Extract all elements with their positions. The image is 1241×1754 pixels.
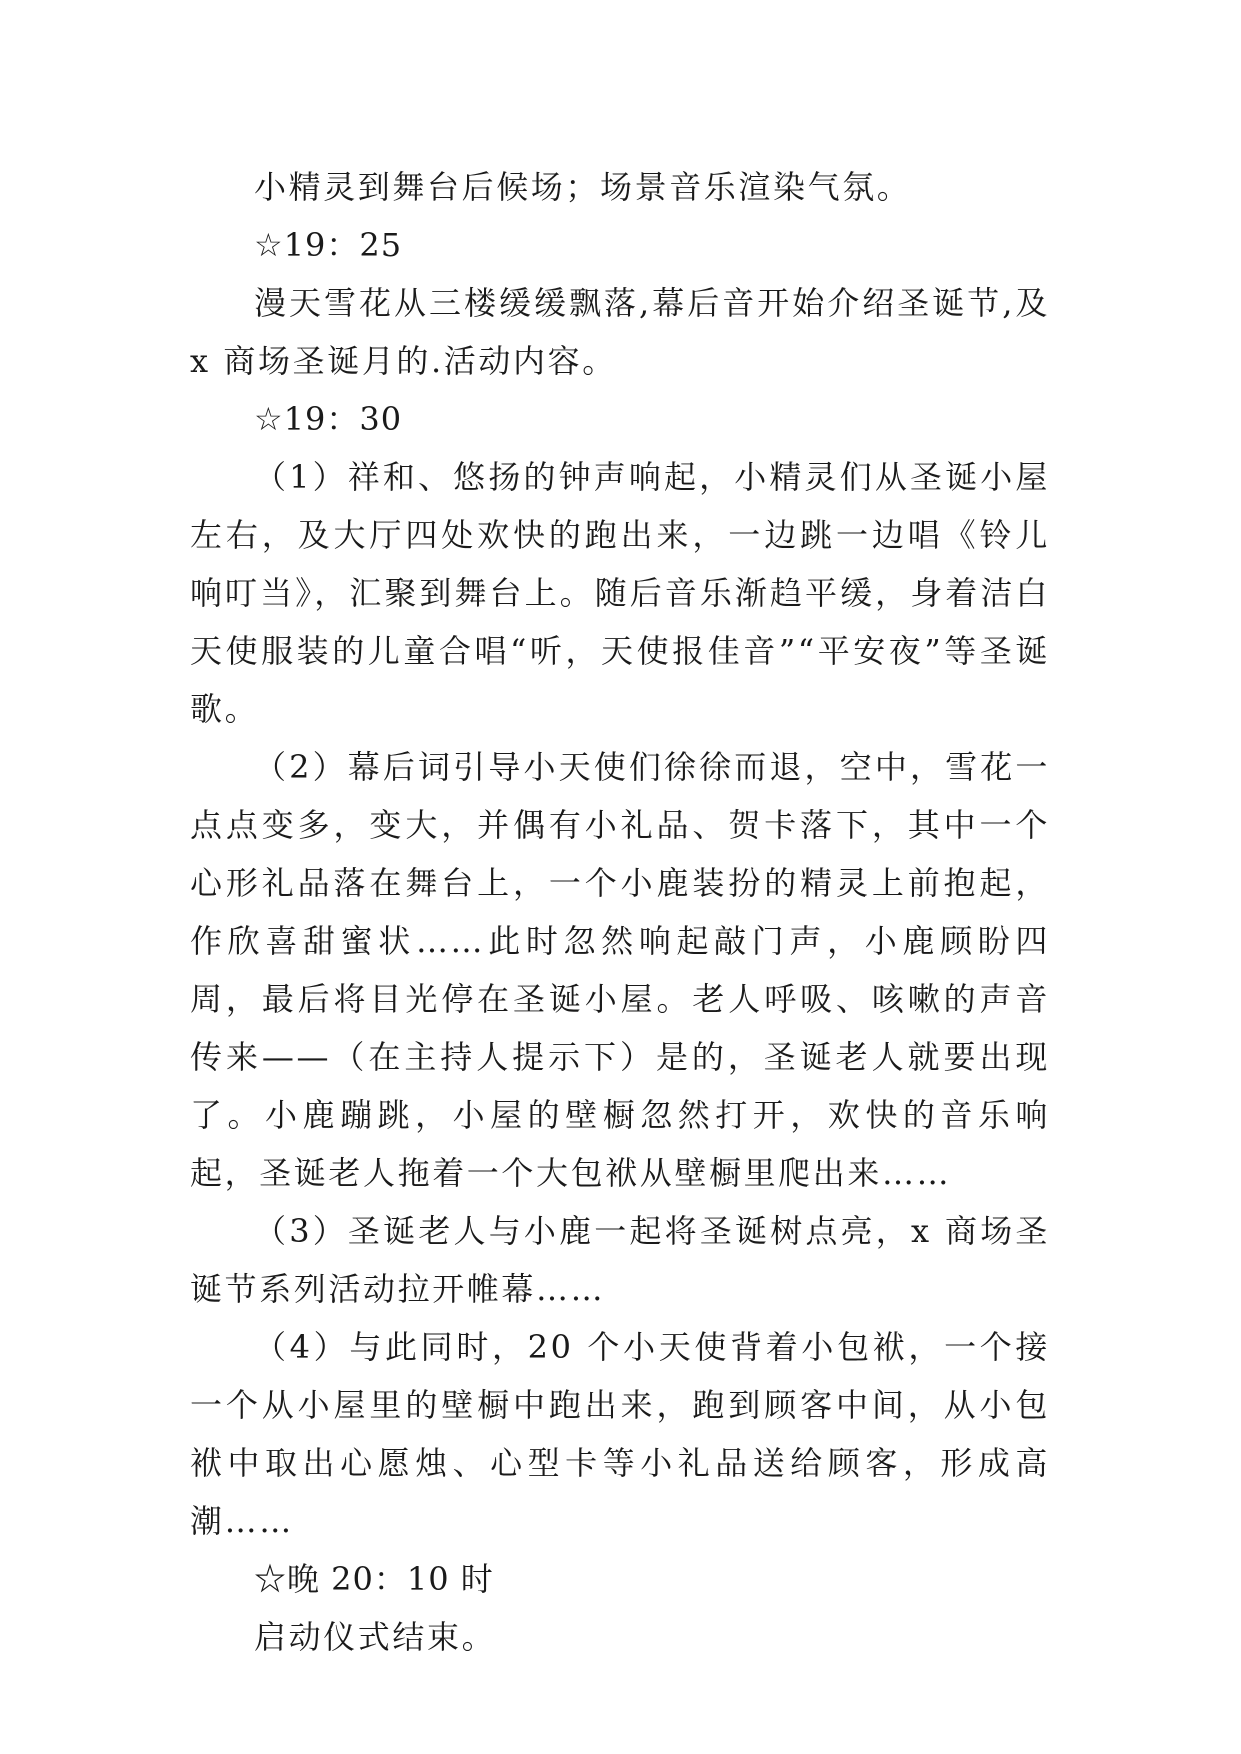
time-heading-2010: ☆晚 20：10 时: [254, 1560, 494, 1598]
paragraph-step-3: （3）圣诞老人与小鹿一起将圣诞树点亮，x 商场圣诞节系列活动拉开帷幕……: [190, 1212, 1050, 1308]
time-heading-1925: ☆19：25: [254, 226, 403, 264]
paragraph-step-4: （4）与此同时，20 个小天使背着小包袱，一个接一个从小屋里的壁橱中跑出来，跑到顾客中间，从小包袱中取出心愿烛、心型卡等小礼品送给顾客，形成高潮……: [190, 1328, 1050, 1540]
paragraph-backstage: 小精灵到舞台后候场；场景音乐渲染气氛。: [254, 168, 912, 206]
document-body: [190, 158, 1050, 1666]
paragraph-step-1: （1）祥和、悠扬的钟声响起，小精灵们从圣诞小屋左右，及大厅四处欢快的跑出来，一边跳一边唱《铃儿响叮当》，汇聚到舞台上。随后音乐渐趋平缓，身着洁白天使服装的儿童合唱“听，天使报佳音”“平安夜”等圣诞歌。: [190, 458, 1050, 728]
paragraph-step-2: （2）幕后词引导小天使们徐徐而退，空中，雪花一点点变多，变大，并偶有小礼品、贺卡落下，其中一个心形礼品落在舞台上，一个小鹿装扮的精灵上前抱起，作欣喜甜蜜状……此时忽然响起敲门声，小鹿顾盼四周，最后将目光停在圣诞小屋。老人呼吸、咳嗽的声音传来——（在主持人提示下）是的，圣诞老人就要出现了。小鹿蹦跳，小屋的壁橱忽然打开，欢快的音乐响起，圣诞老人拖着一个大包袱从壁橱里爬出来……: [190, 748, 1050, 1192]
paragraph-snowfall: 漫天雪花从三楼缓缓飘落,幕后音开始介绍圣诞节,及 x 商场圣诞月的.活动内容。: [190, 284, 1050, 380]
paragraph-ending: 启动仪式结束。: [254, 1618, 497, 1656]
time-heading-1930: ☆19：30: [254, 400, 403, 438]
